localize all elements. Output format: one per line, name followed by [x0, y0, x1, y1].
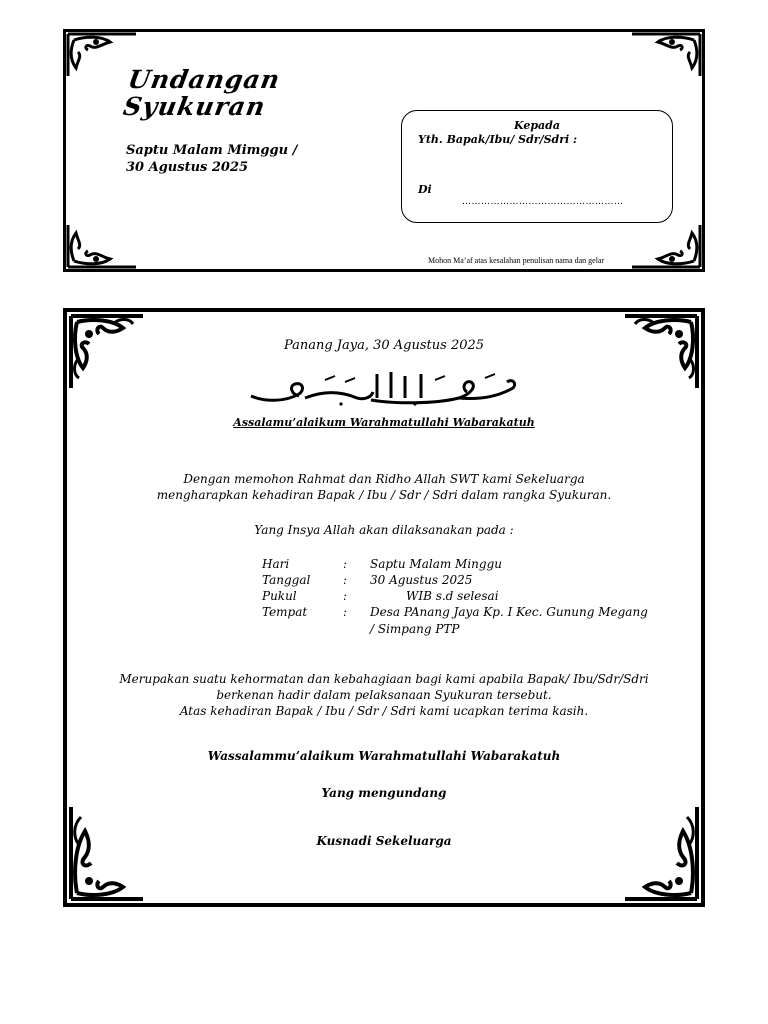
greeting-opening: Assalamu’alaikum Warahmatullahi Wabarakatuh: [233, 416, 535, 429]
detail-label-tempat: Tempat: [262, 605, 308, 619]
envelope-date-line2: 30 Agustus 2025: [126, 160, 249, 175]
detail-value-tanggal: 30 Agustus 2025: [370, 573, 473, 587]
address-recipient-line: Yth. Bapak/Ibu/ Sdr/Sdri :: [418, 133, 578, 146]
corner-ornament-bottom-right-icon: [630, 223, 702, 269]
address-box: [401, 110, 673, 223]
detail-colon: :: [343, 605, 348, 619]
closing-line-2: berkenan hadir dalam pelaksanaan Syukuran tersebut.: [216, 688, 552, 702]
detail-value-hari: Saptu Malam Minggu: [370, 557, 502, 571]
envelope-card: [63, 29, 705, 272]
envelope-title: [121, 66, 282, 120]
envelope-date-line1: Saptu Malam Mimggu /: [126, 143, 298, 158]
place-date: Panang Jaya, 30 Agustus 2025: [283, 338, 485, 353]
detail-colon: :: [343, 573, 348, 587]
apology-note: Mohon Ma’af atas kesalahan penulisan nama dan gelar: [428, 256, 605, 265]
corner-ornament-top-left-icon: [66, 32, 138, 78]
intro-line-1: Dengan memohon Rahmat dan Ridho Allah SWT kami Sekeluarga: [183, 472, 585, 486]
detail-colon: :: [343, 589, 348, 603]
closing-line-3: Atas kehadiran Bapak / Ibu / Sdr / Sdri kami ucapkan terima kasih.: [179, 704, 589, 718]
detail-label-tanggal: Tanggal: [262, 573, 311, 587]
address-kepada: Kepada: [514, 119, 560, 132]
detail-label-hari: Hari: [262, 557, 290, 571]
address-di: Di: [418, 183, 432, 196]
envelope-title-line1: Undangan: [125, 65, 283, 94]
corner-ornament-top-right-icon: [630, 32, 702, 78]
envelope-date: [126, 142, 297, 176]
signature-name: Kusnadi Sekeluarga: [316, 834, 452, 848]
corner-ornament-bottom-left-icon: [67, 803, 147, 903]
closing-line-1: Merupakan suatu kehormatan dan kebahagiaan bagi kami apabila Bapak/ Ibu/Sdr/Sdri: [119, 672, 649, 686]
corner-ornament-bottom-left-icon: [66, 223, 138, 269]
invitation-letter: [63, 308, 705, 907]
corner-ornament-bottom-right-icon: [621, 803, 701, 903]
intro-line-2: mengharapkan kehadiran Bapak / Ibu / Sdr / Sdri dalam rangka Syukuran.: [156, 488, 612, 502]
detail-value-tempat-line1: Desa PAnang Jaya Kp. I Kec. Gunung Megang: [370, 605, 648, 619]
address-blank-line: ……………………………………………: [462, 197, 624, 207]
inviter-label: Yang mengundang: [321, 786, 447, 800]
basmalah-calligraphy-icon: [245, 368, 525, 410]
greeting-closing: Wassalammu’alaikum Warahmatullahi Wabarakatuh: [207, 749, 561, 763]
envelope-title-line2: Syukuran: [121, 92, 268, 121]
detail-label-pukul: Pukul: [262, 589, 297, 603]
detail-colon: :: [343, 557, 348, 571]
detail-value-tempat-line2: / Simpang PTP: [370, 622, 460, 636]
detail-value-pukul: WIB s.d selesai: [406, 589, 499, 603]
schedule-intro: Yang Insya Allah akan dilaksanakan pada :: [254, 523, 514, 537]
